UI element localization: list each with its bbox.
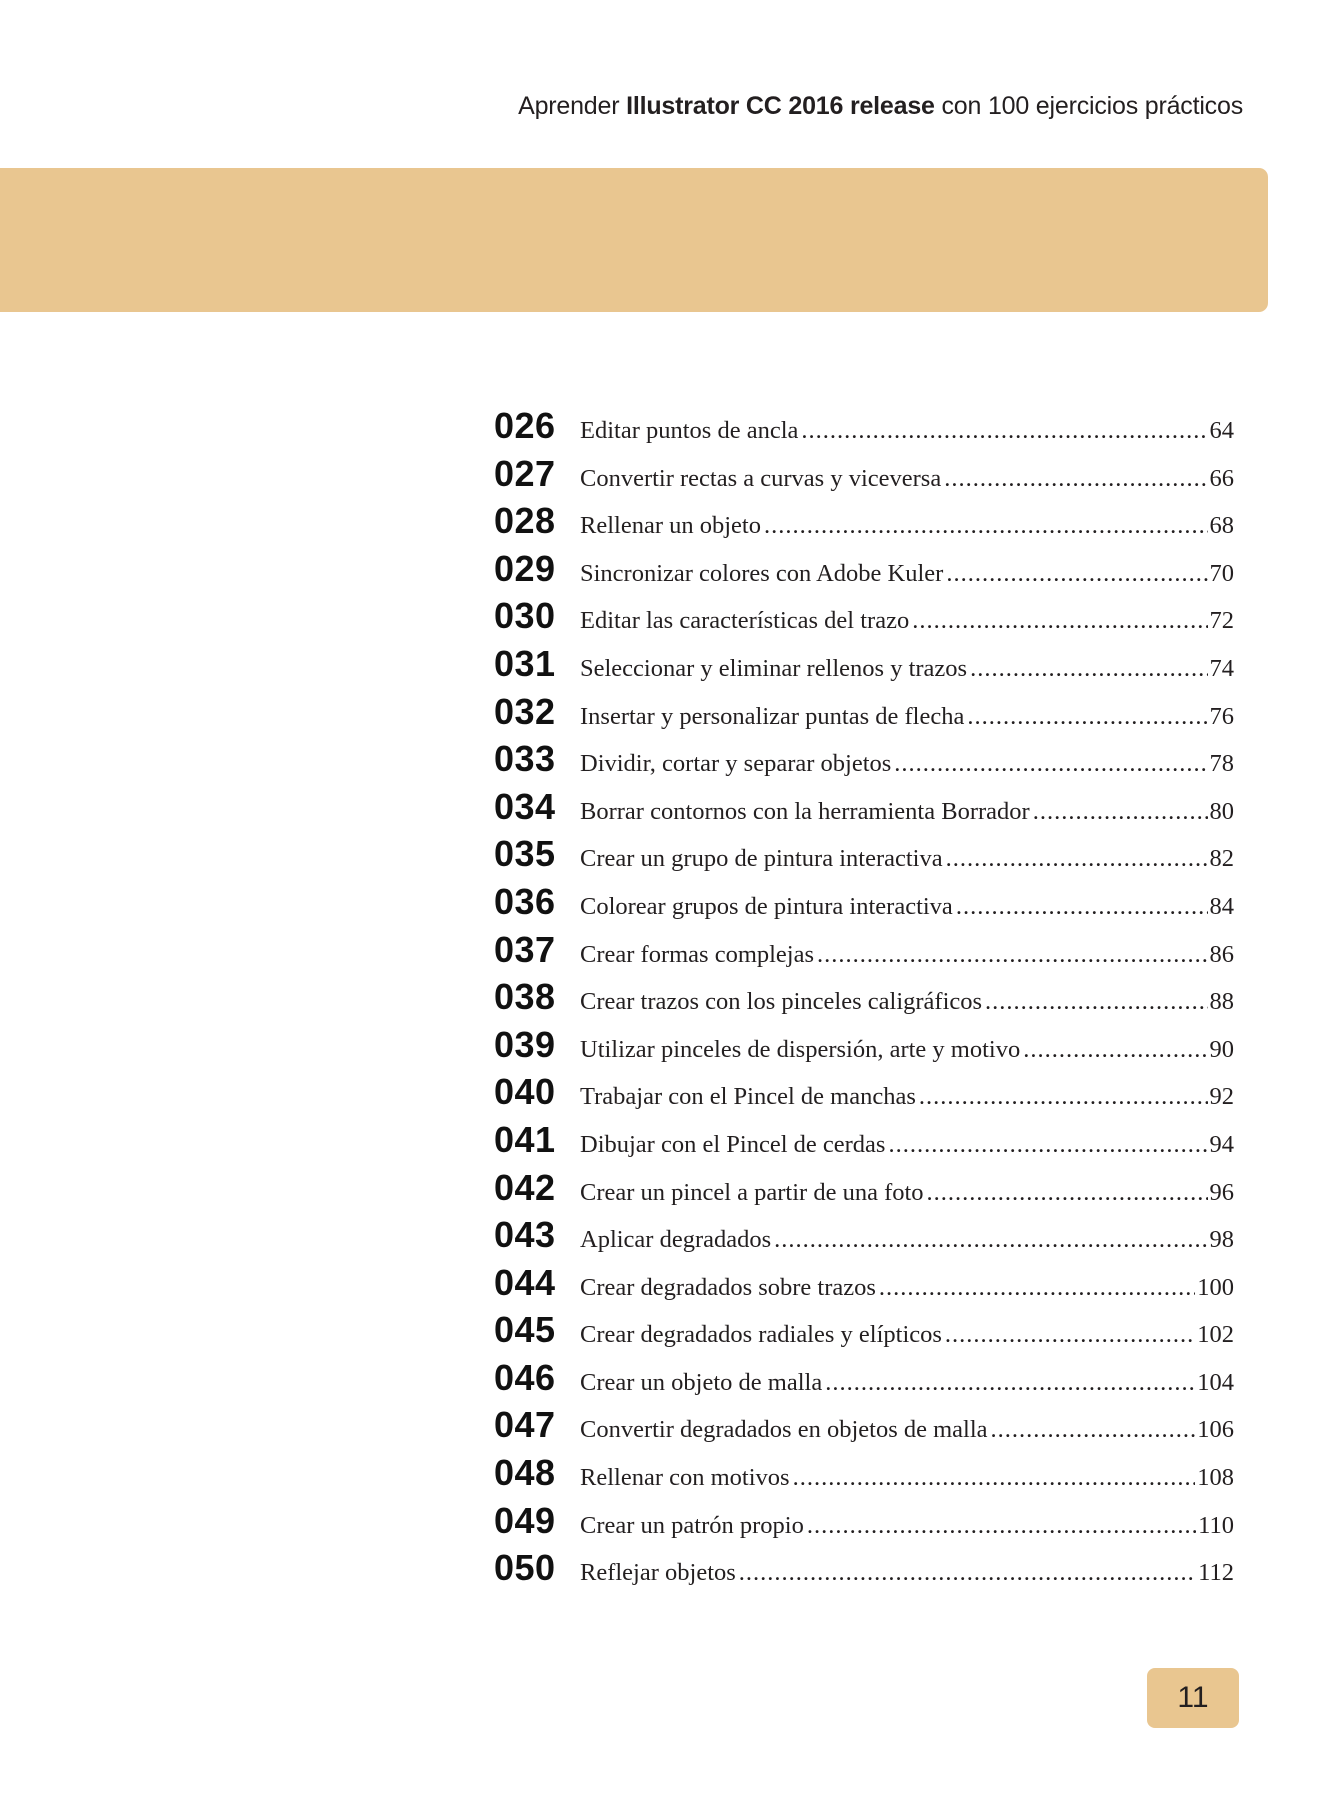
toc-dot-leader bbox=[944, 455, 1207, 503]
toc-entry-page: 102 bbox=[1197, 1321, 1234, 1349]
toc-dot-leader bbox=[825, 1359, 1195, 1407]
toc-entry-number: 033 bbox=[494, 738, 556, 780]
toc-entry-number: 038 bbox=[494, 976, 556, 1018]
toc-entry-title: Convertir rectas a curvas y viceversa bbox=[580, 464, 942, 492]
toc-entry-page: 94 bbox=[1209, 1130, 1234, 1158]
toc-entry[interactable] bbox=[494, 545, 1234, 593]
toc-entry-title: Convertir degradados en objetos de malla bbox=[580, 1416, 988, 1444]
toc-entry-title: Sincronizar colores con Adobe Kuler bbox=[580, 559, 944, 587]
toc-entry-page: 86 bbox=[1209, 940, 1234, 968]
toc-entry-page: 74 bbox=[1209, 654, 1234, 682]
toc-dot-leader bbox=[985, 978, 1207, 1026]
toc-dot-leader bbox=[774, 1216, 1207, 1264]
toc-entry[interactable] bbox=[494, 1354, 1234, 1402]
toc-entry[interactable] bbox=[494, 1211, 1234, 1259]
toc-dot-leader bbox=[807, 1502, 1196, 1550]
toc-entry[interactable] bbox=[494, 973, 1234, 1021]
toc-dot-leader bbox=[927, 1169, 1208, 1217]
toc-entry[interactable] bbox=[494, 688, 1234, 736]
toc-entry-number: 032 bbox=[494, 690, 556, 732]
toc-entry-title: Crear trazos con los pinceles caligráficos bbox=[580, 988, 983, 1016]
toc-entry-number: 048 bbox=[494, 1452, 556, 1494]
toc-entry-title: Insertar y personalizar puntas de flecha bbox=[580, 702, 965, 730]
toc-entry-title: Crear degradados sobre trazos bbox=[580, 1273, 876, 1301]
header-suffix: con 100 ejercicios prácticos bbox=[934, 92, 1243, 120]
toc-entry-number: 042 bbox=[494, 1166, 556, 1208]
running-header bbox=[518, 92, 1243, 121]
toc-entry[interactable] bbox=[494, 926, 1234, 974]
toc-entry[interactable] bbox=[494, 783, 1234, 831]
toc-dot-leader bbox=[879, 1264, 1195, 1312]
toc-entry-page: 82 bbox=[1209, 845, 1234, 873]
toc-entry-title: Seleccionar y eliminar rellenos y trazos bbox=[580, 654, 968, 682]
toc-entry-title: Rellenar con motivos bbox=[580, 1464, 790, 1492]
toc-dot-leader bbox=[967, 693, 1207, 741]
header-book-title: Illustrator CC 2016 release bbox=[626, 92, 935, 120]
toc-entry[interactable] bbox=[494, 402, 1234, 450]
toc-entry-title: Utilizar pinceles de dispersión, arte y motivo bbox=[580, 1035, 1021, 1063]
toc-entry-number: 045 bbox=[494, 1309, 556, 1351]
toc-dot-leader bbox=[739, 1549, 1196, 1597]
toc-entry-page: 104 bbox=[1197, 1368, 1234, 1396]
toc-entry-number: 040 bbox=[494, 1071, 556, 1113]
toc-dot-leader bbox=[793, 1454, 1196, 1502]
toc-entry-number: 046 bbox=[494, 1356, 556, 1398]
toc-entry-number: 041 bbox=[494, 1118, 556, 1160]
toc-entry-page: 100 bbox=[1197, 1273, 1234, 1301]
toc-entry[interactable] bbox=[494, 1449, 1234, 1497]
toc-entry-page: 78 bbox=[1209, 750, 1234, 778]
toc-dot-leader bbox=[894, 740, 1207, 788]
toc-dot-leader bbox=[888, 1121, 1207, 1169]
toc-entry-title: Rellenar un objeto bbox=[580, 512, 761, 540]
toc-dot-leader bbox=[817, 931, 1207, 979]
toc-entry[interactable] bbox=[494, 450, 1234, 498]
toc-entry[interactable] bbox=[494, 830, 1234, 878]
toc-dot-leader bbox=[801, 407, 1207, 455]
toc-entry-number: 035 bbox=[494, 833, 556, 875]
toc-dot-leader bbox=[1033, 788, 1208, 836]
toc-entry[interactable] bbox=[494, 497, 1234, 545]
toc-dot-leader bbox=[956, 883, 1208, 931]
toc-entry-page: 72 bbox=[1209, 607, 1234, 635]
table-of-contents bbox=[494, 402, 1234, 1592]
toc-entry-number: 049 bbox=[494, 1499, 556, 1541]
toc-entry[interactable] bbox=[494, 1021, 1234, 1069]
toc-entry-title: Editar puntos de ancla bbox=[580, 417, 799, 444]
toc-entry-page: 98 bbox=[1209, 1226, 1234, 1254]
toc-entry-page: 90 bbox=[1209, 1035, 1234, 1063]
toc-dot-leader bbox=[764, 502, 1208, 550]
toc-entry-title: Crear un pincel a partir de una foto bbox=[580, 1178, 924, 1206]
toc-entry-title: Trabajar con el Pincel de manchas bbox=[580, 1083, 916, 1111]
toc-dot-leader bbox=[912, 597, 1207, 645]
toc-entry-title: Dividir, cortar y separar objetos bbox=[580, 750, 892, 778]
toc-entry-page: 108 bbox=[1197, 1464, 1234, 1492]
toc-entry-page: 84 bbox=[1209, 892, 1234, 920]
toc-entry-title: Crear degradados radiales y elípticos bbox=[580, 1321, 942, 1349]
toc-entry-title: Crear un grupo de pintura interactiva bbox=[580, 845, 943, 873]
toc-entry-page: 68 bbox=[1209, 512, 1234, 540]
toc-entry-title: Crear un objeto de malla bbox=[580, 1368, 823, 1396]
toc-entry-title: Aplicar degradados bbox=[580, 1226, 772, 1254]
toc-entry-page: 76 bbox=[1209, 702, 1234, 730]
toc-entry-number: 047 bbox=[494, 1404, 556, 1446]
toc-entry-page: 110 bbox=[1198, 1511, 1234, 1539]
toc-entry-page: 96 bbox=[1209, 1178, 1234, 1206]
toc-entry-number: 037 bbox=[494, 928, 556, 970]
toc-entry-title: Crear formas complejas bbox=[580, 940, 815, 968]
toc-dot-leader bbox=[946, 835, 1208, 883]
toc-dot-leader bbox=[970, 645, 1207, 693]
toc-entry-title: Editar las características del trazo bbox=[580, 607, 910, 635]
toc-entry-title: Crear un patrón propio bbox=[580, 1511, 804, 1539]
toc-entry-page: 88 bbox=[1209, 988, 1234, 1016]
toc-dot-leader bbox=[991, 1406, 1196, 1454]
toc-entry-page: 70 bbox=[1209, 559, 1234, 587]
toc-entry[interactable] bbox=[494, 640, 1234, 688]
toc-entry-number: 026 bbox=[494, 405, 556, 446]
toc-entry-title: Dibujar con el Pincel de cerdas bbox=[580, 1130, 886, 1158]
toc-entry-number: 030 bbox=[494, 595, 556, 637]
toc-entry-title: Colorear grupos de pintura interactiva bbox=[580, 892, 953, 920]
toc-entry[interactable] bbox=[494, 735, 1234, 783]
toc-entry[interactable] bbox=[494, 1068, 1234, 1116]
toc-entry-number: 044 bbox=[494, 1261, 556, 1303]
toc-entry-number: 027 bbox=[494, 452, 556, 494]
toc-entry-number: 028 bbox=[494, 500, 556, 542]
toc-dot-leader bbox=[919, 1073, 1208, 1121]
toc-entry-number: 050 bbox=[494, 1547, 556, 1589]
toc-entry-number: 036 bbox=[494, 880, 556, 922]
toc-entry[interactable] bbox=[494, 1259, 1234, 1307]
toc-entry[interactable] bbox=[494, 1544, 1234, 1592]
toc-entry-page: 112 bbox=[1198, 1559, 1234, 1587]
toc-entry-page: 80 bbox=[1209, 797, 1234, 825]
toc-entry[interactable] bbox=[494, 1116, 1234, 1164]
toc-entry[interactable] bbox=[494, 1306, 1234, 1354]
toc-entry[interactable] bbox=[494, 1401, 1234, 1449]
toc-entry[interactable] bbox=[494, 1164, 1234, 1212]
toc-entry-title: Borrar contornos con la herramienta Borrador bbox=[580, 797, 1030, 825]
toc-entry[interactable] bbox=[494, 592, 1234, 640]
toc-entry-page: 92 bbox=[1209, 1083, 1234, 1111]
section-banner bbox=[0, 168, 1268, 312]
toc-entry[interactable] bbox=[494, 1497, 1234, 1545]
header-prefix: Aprender bbox=[518, 92, 627, 120]
toc-dot-leader bbox=[945, 1311, 1195, 1359]
toc-entry-title: Reflejar objetos bbox=[580, 1559, 736, 1587]
toc-entry-number: 043 bbox=[494, 1214, 556, 1256]
toc-entry[interactable] bbox=[494, 878, 1234, 926]
toc-entry-number: 029 bbox=[494, 547, 556, 589]
page-number-badge: 11 bbox=[1147, 1668, 1239, 1728]
toc-entry-page: 106 bbox=[1197, 1416, 1234, 1444]
toc-entry-number: 039 bbox=[494, 1023, 556, 1065]
toc-entry-page: 66 bbox=[1209, 464, 1234, 492]
toc-dot-leader bbox=[1023, 1026, 1207, 1074]
toc-entry-number: 034 bbox=[494, 785, 556, 827]
toc-entry-number: 031 bbox=[494, 642, 556, 684]
toc-dot-leader bbox=[946, 550, 1207, 598]
toc-entry-page: 64 bbox=[1209, 417, 1234, 444]
